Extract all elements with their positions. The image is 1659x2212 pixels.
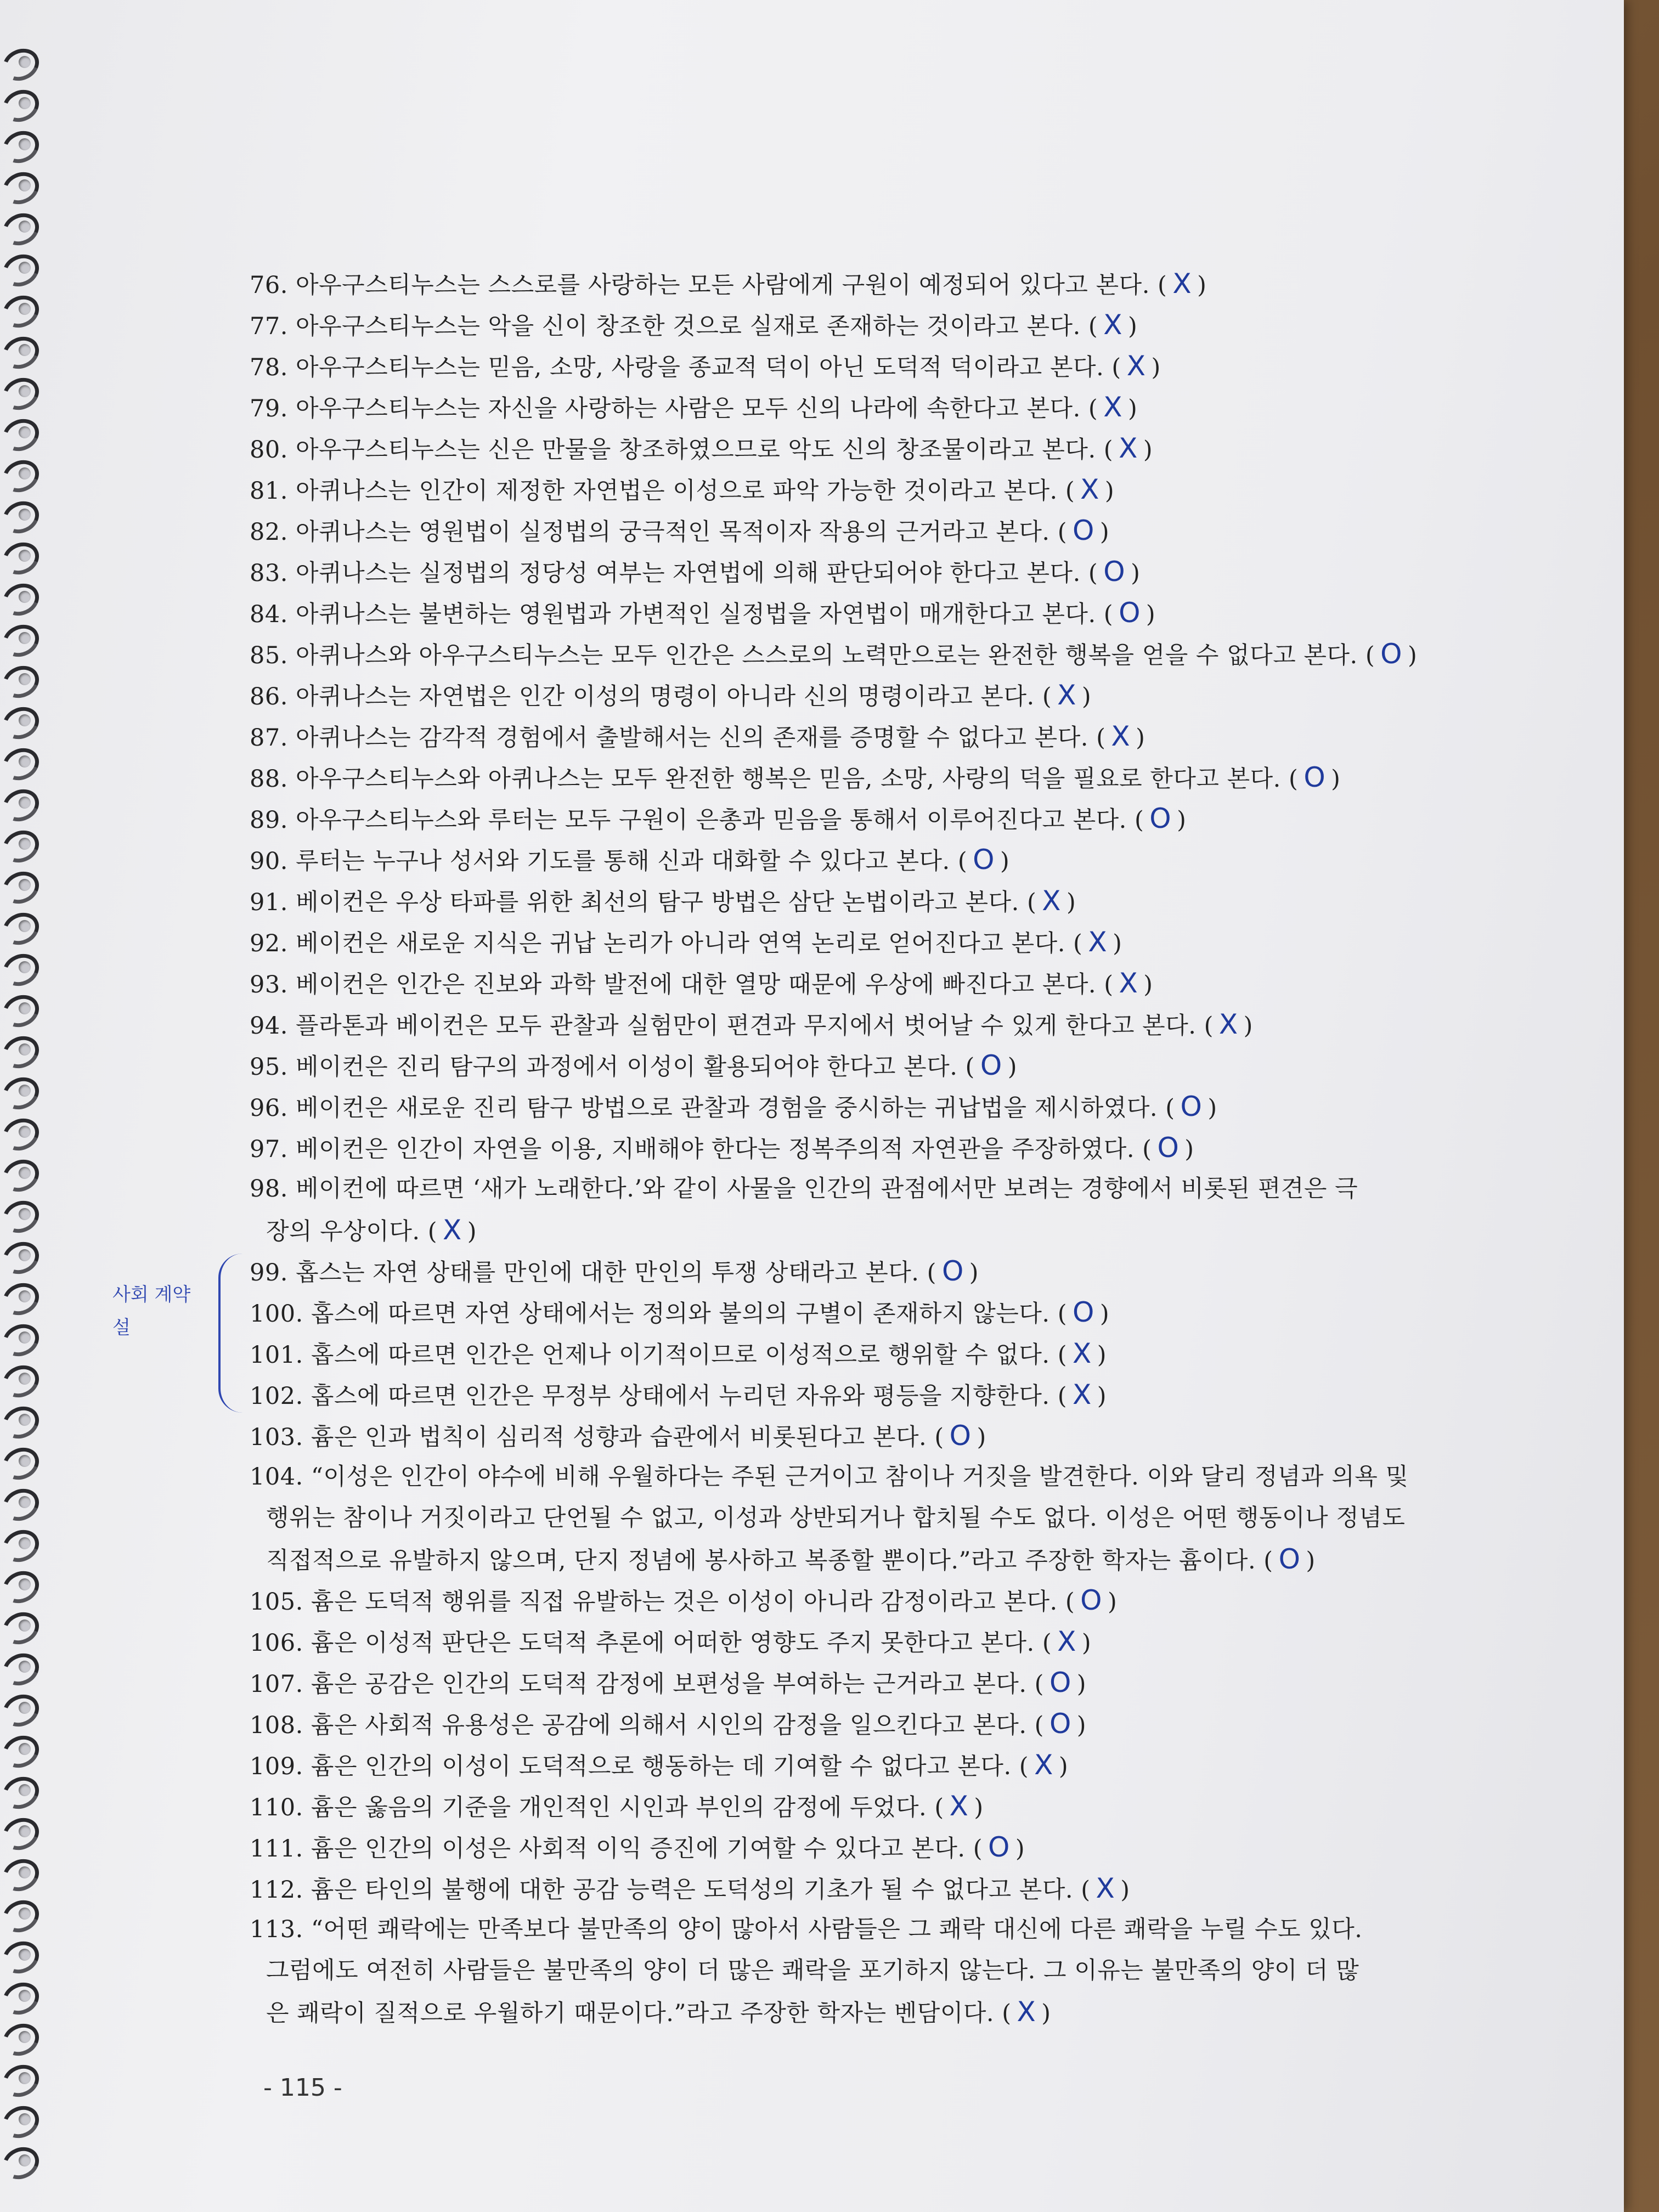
question-line [250, 1539, 1479, 1580]
question-text: 93. 베이컨은 인간은 진보와 과학 발전에 대한 열망 때문에 우상에 빠진다고 본다. ( [250, 971, 1114, 998]
answer-mark: O [1072, 1296, 1094, 1328]
binding-hole [19, 1085, 31, 1097]
binding-hole [19, 1537, 31, 1549]
question-text: 79. 아우구스티누스는 자신을 사랑하는 사람은 모두 신의 나라에 속한다고 본다. ( [250, 395, 1098, 422]
closing-paren: ) [1136, 724, 1146, 752]
question-text: 111. 흄은 인간의 이성은 사회적 이익 증진에 기여할 수 있다고 본다. ( [250, 1835, 983, 1863]
question-text: 87. 아퀴나스는 감각적 경험에서 출발해서는 신의 존재를 증명할 수 없다고 본다. ( [250, 724, 1106, 752]
question-text: 86. 아퀴나스는 자연법은 인간 이성의 명령이 아니라 신의 명령이라고 본다. ( [250, 683, 1052, 710]
answer-mark: X [1042, 885, 1062, 917]
answer-mark: O [1119, 597, 1141, 629]
question-line [250, 551, 1479, 592]
question-line [250, 1086, 1479, 1127]
binding-hole [19, 179, 31, 191]
binding-hole [19, 1620, 31, 1632]
binding-hole [19, 1743, 31, 1755]
question-line [250, 428, 1479, 469]
question-line [250, 1703, 1479, 1745]
spiral-binding [0, 49, 38, 2189]
binding-hole [19, 632, 31, 644]
answer-mark: X [1111, 720, 1131, 752]
binding-hole [19, 467, 31, 479]
binding-hole [19, 1990, 31, 2002]
question-line [250, 1457, 1479, 1498]
question-line [250, 1950, 1479, 1991]
binding-hole [19, 2031, 31, 2043]
question-text: 107. 흄은 공감은 인간의 도덕적 감정에 보편성을 부여하는 근거라고 본다. ( [250, 1671, 1044, 1698]
closing-paren: ) [1099, 1300, 1110, 1328]
question-line [250, 1210, 1479, 1251]
question-line [250, 1621, 1479, 1662]
answer-mark: O [973, 844, 995, 876]
answer-mark: O [1080, 1584, 1103, 1616]
question-text: 96. 베이컨은 새로운 진리 탐구 방법으로 관찰과 경험을 중시하는 귀납법을 제시하였다. ( [250, 1094, 1175, 1122]
question-line [250, 1127, 1479, 1169]
binding-hole [19, 56, 31, 68]
question-text: 101. 홉스에 따르면 인간은 언제나 이기적이므로 이성적으로 행위할 수 없다. ( [250, 1341, 1067, 1369]
closing-paren: ) [1143, 971, 1153, 998]
answer-mark: O [1072, 515, 1094, 546]
question-line [250, 510, 1479, 551]
closing-paren: ) [1143, 436, 1153, 464]
answer-mark: X [1119, 432, 1138, 464]
answer-mark: X [443, 1214, 462, 1246]
answer-mark: X [1218, 1008, 1238, 1040]
question-text: 94. 플라톤과 베이컨은 모두 관찰과 실험만이 편견과 무지에서 벗어날 수 있게 한다고 본다. ( [250, 1012, 1214, 1040]
question-line [250, 1786, 1479, 1827]
closing-paren: ) [1127, 313, 1138, 340]
question-line [250, 304, 1479, 346]
binding-hole [19, 509, 31, 521]
question-text: 98. 베이컨에 따르면 ‘새가 노래한다.’와 같이 사물을 인간의 관점에서만 보려는 경향에서 비롯된 편견은 극 [250, 1175, 1358, 1203]
closing-paren: ) [1097, 1383, 1107, 1410]
question-line [250, 1045, 1479, 1086]
binding-hole [19, 1002, 31, 1014]
binding-hole [19, 1784, 31, 1796]
binding-hole [19, 138, 31, 150]
question-text: 81. 아퀴나스는 인간이 제정한 자연법은 이성으로 파악 가능한 것이라고 본다. ( [250, 477, 1075, 505]
question-text: 100. 홉스에 따르면 자연 상태에서는 정의와 불의의 구별이 존재하지 않는다. ( [250, 1300, 1067, 1328]
question-line [250, 881, 1479, 922]
binding-hole [19, 797, 31, 809]
binding-hole [19, 1825, 31, 1837]
question-text: 82. 아퀴나스는 영원법이 실정법의 궁극적인 목적이자 작용의 근거라고 본다. ( [250, 518, 1067, 546]
binding-hole [19, 1661, 31, 1673]
closing-paren: ) [1407, 642, 1418, 669]
binding-hole [19, 1414, 31, 1426]
closing-paren: ) [1131, 560, 1141, 587]
question-line [250, 346, 1479, 387]
closing-paren: ) [1151, 354, 1161, 381]
binding-hole [19, 426, 31, 438]
closing-paren: ) [1076, 1712, 1087, 1739]
closing-paren: ) [1099, 518, 1110, 546]
question-text: 장의 우상이다. ( [266, 1218, 438, 1245]
question-text: 85. 아퀴나스와 아우구스티누스는 모두 인간은 스스로의 노력만으로는 완전한 행복을 얻을 수 없다고 본다. ( [250, 642, 1375, 669]
answer-mark: O [1157, 1132, 1180, 1164]
question-text: 112. 흄은 타인의 불행에 대한 공감 능력은 도덕성의 기초가 될 수 없다고 본다. ( [250, 1876, 1091, 1904]
binding-hole [19, 2154, 31, 2166]
question-text: 102. 홉스에 따르면 인간은 무정부 상태에서 누리던 자유와 평등을 지향한다. ( [250, 1383, 1067, 1410]
closing-paren: ) [467, 1218, 477, 1245]
question-line [250, 1745, 1479, 1786]
question-text: 104. “이성은 인간이 야수에 비해 우월하다는 주된 근거이고 참이나 거짓을 발견한다. 이와 달리 정념과 의욕 및 [250, 1463, 1409, 1491]
handwritten-side-note: 사회 계약설 [112, 1284, 191, 1339]
binding-hole [19, 262, 31, 274]
question-line [250, 1868, 1479, 1909]
answer-mark: O [1304, 761, 1326, 793]
question-text: 은 쾌락이 질적으로 우월하기 때문이다.”라고 주장한 학자는 벤담이다. ( [266, 2000, 1012, 2027]
question-text: 99. 홉스는 자연 상태를 만인에 대한 만인의 투쟁 상태라고 본다. ( [250, 1259, 936, 1286]
binding-hole [19, 1043, 31, 1056]
question-line [250, 592, 1479, 634]
closing-paren: ) [1146, 601, 1156, 628]
closing-paren: ) [1331, 765, 1341, 793]
question-line [250, 839, 1479, 881]
answer-mark: X [1088, 926, 1108, 958]
question-line [250, 1580, 1479, 1621]
closing-paren: ) [1058, 1753, 1069, 1780]
question-text: 89. 아우구스티누스와 루터는 모두 구원이 은총과 믿음을 통해서 이루어진다고 본다. ( [250, 806, 1144, 834]
closing-paren: ) [1007, 1053, 1017, 1081]
answer-mark: X [1126, 350, 1146, 382]
question-line [250, 1498, 1479, 1539]
answer-mark: O [1103, 556, 1126, 588]
question-line [250, 963, 1479, 1004]
closing-paren: ) [974, 1794, 984, 1821]
closing-paren: ) [1076, 1671, 1087, 1698]
question-line [250, 263, 1479, 304]
answer-mark: O [1049, 1708, 1071, 1740]
closing-paren: ) [1113, 930, 1122, 957]
answer-mark: X [1103, 391, 1122, 423]
question-text: 97. 베이컨은 인간이 자연을 이용, 지배해야 한다는 정복주의적 자연관을 주장하였다. ( [250, 1136, 1152, 1163]
binding-hole [19, 1290, 31, 1302]
closing-paren: ) [1066, 889, 1076, 916]
question-text: 88. 아우구스티누스와 아퀴나스는 모두 완전한 행복은 믿음, 소망, 사랑의 덕을 필요로 한다고 본다. ( [250, 765, 1299, 793]
question-line [250, 1415, 1479, 1457]
answer-mark: X [1072, 1379, 1092, 1410]
closing-paren: ) [1081, 1629, 1092, 1657]
binding-hole [19, 221, 31, 233]
answer-mark: O [1149, 803, 1172, 834]
question-text: 108. 흄은 사회적 유용성은 공감에 의해서 시인의 감정을 일으킨다고 본다. ( [250, 1712, 1044, 1739]
question-text: 76. 아우구스티누스는 스스로를 사랑하는 모든 사람에게 구원이 예정되어 있다고 본다. ( [250, 272, 1167, 299]
closing-paren: ) [1000, 848, 1010, 875]
closing-paren: ) [1127, 395, 1138, 422]
question-line [250, 922, 1479, 963]
question-line [250, 716, 1479, 757]
binding-hole [19, 97, 31, 109]
binding-hole [19, 755, 31, 768]
question-line [250, 1374, 1479, 1415]
closing-paren: ) [1108, 1588, 1118, 1616]
question-text: 106. 흄은 이성적 판단은 도덕적 추론에 어떠한 영향도 주지 못한다고 본다. ( [250, 1629, 1052, 1657]
question-text: 84. 아퀴나스는 불변하는 영원법과 가변적인 실정법을 자연법이 매개한다고 본다. ( [250, 601, 1114, 628]
binding-hole [19, 591, 31, 603]
question-list [250, 263, 1479, 2033]
binding-hole [19, 2072, 31, 2084]
question-text: 92. 베이컨은 새로운 지식은 귀납 논리가 아니라 연역 논리로 얻어진다고 본다. ( [250, 930, 1083, 957]
answer-mark: O [1180, 1091, 1203, 1122]
binding-hole [19, 1373, 31, 1385]
question-line [250, 634, 1479, 675]
question-text: 113. “어떤 쾌락에는 만족보다 불만족의 양이 많아서 사람들은 그 쾌락 대신에 다른 쾌락을 누릴 수도 있다. [250, 1916, 1363, 1943]
binding-hole [19, 1866, 31, 1878]
question-line [250, 387, 1479, 428]
question-text: 80. 아우구스티누스는 신은 만물을 창조하였으므로 악도 신의 창조물이라고 본다. ( [250, 436, 1114, 464]
binding-hole [19, 385, 31, 397]
question-text: 행위는 참이나 거짓이라고 단언될 수 없고, 이성과 상반되거나 합치될 수도 없다. 이성은 어떤 행동이나 정념도 [266, 1504, 1406, 1532]
closing-paren: ) [1306, 1547, 1316, 1575]
question-line [250, 1169, 1479, 1210]
question-text: 78. 아우구스티누스는 믿음, 소망, 사랑을 종교적 덕이 아닌 도덕적 덕이라고 본다. ( [250, 354, 1121, 381]
closing-paren: ) [1081, 683, 1092, 710]
binding-hole [19, 2113, 31, 2125]
question-text: 83. 아퀴나스는 실정법의 정당성 여부는 자연법에 의해 판단되어야 한다고 본다. ( [250, 560, 1098, 587]
binding-hole [19, 1126, 31, 1138]
binding-hole [19, 920, 31, 932]
question-line [250, 1991, 1479, 2033]
question-text: 91. 베이컨은 우상 타파를 위한 최선의 탐구 방법은 삼단 논법이라고 본다. ( [250, 889, 1037, 916]
question-line [250, 1909, 1479, 1950]
binding-hole [19, 879, 31, 891]
question-text: 77. 아우구스티누스는 악을 신이 창조한 것으로 실재로 존재하는 것이라고 본다. ( [250, 313, 1098, 340]
closing-paren: ) [1041, 2000, 1051, 2027]
question-line [250, 798, 1479, 839]
answer-mark: O [949, 1420, 972, 1452]
binding-hole [19, 1496, 31, 1508]
question-text: 95. 베이컨은 진리 탐구의 과정에서 이성이 활용되어야 한다고 본다. ( [250, 1053, 975, 1081]
question-line [250, 1004, 1479, 1045]
answer-mark: O [1278, 1543, 1301, 1575]
answer-mark: O [980, 1049, 1002, 1081]
question-line [250, 757, 1479, 798]
answer-mark: O [988, 1831, 1010, 1863]
closing-paren: ) [1015, 1835, 1025, 1863]
closing-paren: ) [1197, 272, 1207, 299]
question-text: 그럼에도 여전히 사람들은 불만족의 양이 더 많은 쾌락을 포기하지 않는다. 그 이유는 불만족의 양이 더 많 [266, 1957, 1359, 1984]
handwritten-bracket [218, 1254, 242, 1413]
closing-paren: ) [1177, 806, 1187, 834]
binding-hole [19, 961, 31, 973]
closing-paren: ) [969, 1259, 979, 1286]
binding-hole [19, 1208, 31, 1220]
answer-mark: X [1172, 268, 1192, 300]
binding-hole [19, 344, 31, 356]
binding-hole [19, 1331, 31, 1344]
binding-hole [19, 1455, 31, 1467]
answer-mark: X [1096, 1872, 1115, 1904]
closing-paren: ) [1207, 1094, 1217, 1122]
closing-paren: ) [1104, 477, 1115, 505]
binding-hole [19, 1167, 31, 1179]
binding-hole [19, 673, 31, 685]
binding-hole [19, 1702, 31, 1714]
answer-mark: X [1017, 1996, 1036, 2028]
question-text: 90. 루터는 누구나 성서와 기도를 통해 신과 대화할 수 있다고 본다. ( [250, 848, 968, 875]
question-text: 110. 흄은 옳음의 기준을 개인적인 시인과 부인의 감정에 두었다. ( [250, 1794, 944, 1821]
question-line [250, 675, 1479, 716]
closing-paren: ) [1120, 1876, 1130, 1904]
answer-mark: O [1049, 1667, 1071, 1699]
question-text: 직접적으로 유발하지 않으며, 단지 정념에 봉사하고 복종할 뿐이다.”라고 주장한 학자는 흄이다. ( [266, 1547, 1273, 1575]
answer-mark: X [1034, 1749, 1053, 1781]
closing-paren: ) [1184, 1136, 1194, 1163]
answer-mark: X [1057, 1626, 1076, 1657]
binding-hole [19, 303, 31, 315]
answer-mark: X [1072, 1338, 1092, 1369]
answer-mark: O [941, 1255, 964, 1287]
binding-hole [19, 1949, 31, 1961]
closing-paren: ) [1097, 1341, 1107, 1369]
question-line [250, 469, 1479, 510]
closing-paren: ) [1243, 1012, 1253, 1040]
answer-mark: X [1080, 473, 1099, 505]
question-line [250, 1251, 1479, 1292]
binding-hole [19, 714, 31, 726]
closing-paren: ) [977, 1424, 986, 1451]
binding-hole [19, 1249, 31, 1261]
answer-mark: O [1380, 638, 1402, 670]
binding-hole [19, 550, 31, 562]
question-line [250, 1827, 1479, 1868]
page-number: - 115 - [263, 2074, 342, 2102]
answer-mark: X [1119, 967, 1138, 999]
binding-hole [19, 1578, 31, 1590]
question-line [250, 1333, 1479, 1374]
answer-mark: X [949, 1790, 969, 1822]
question-text: 109. 흄은 인간의 이성이 도덕적으로 행동하는 데 기여할 수 없다고 본다. ( [250, 1753, 1029, 1780]
answer-mark: X [1057, 679, 1076, 711]
question-text: 105. 흄은 도덕적 행위를 직접 유발하는 것은 이성이 아니라 감정이라고 본다. ( [250, 1588, 1075, 1616]
answer-mark: X [1103, 309, 1122, 341]
binding-hole [19, 1908, 31, 1920]
question-text: 103. 흄은 인과 법칙이 심리적 성향과 습관에서 비롯된다고 본다. ( [250, 1424, 944, 1451]
binding-hole [19, 838, 31, 850]
question-line [250, 1662, 1479, 1703]
question-line [250, 1292, 1479, 1333]
